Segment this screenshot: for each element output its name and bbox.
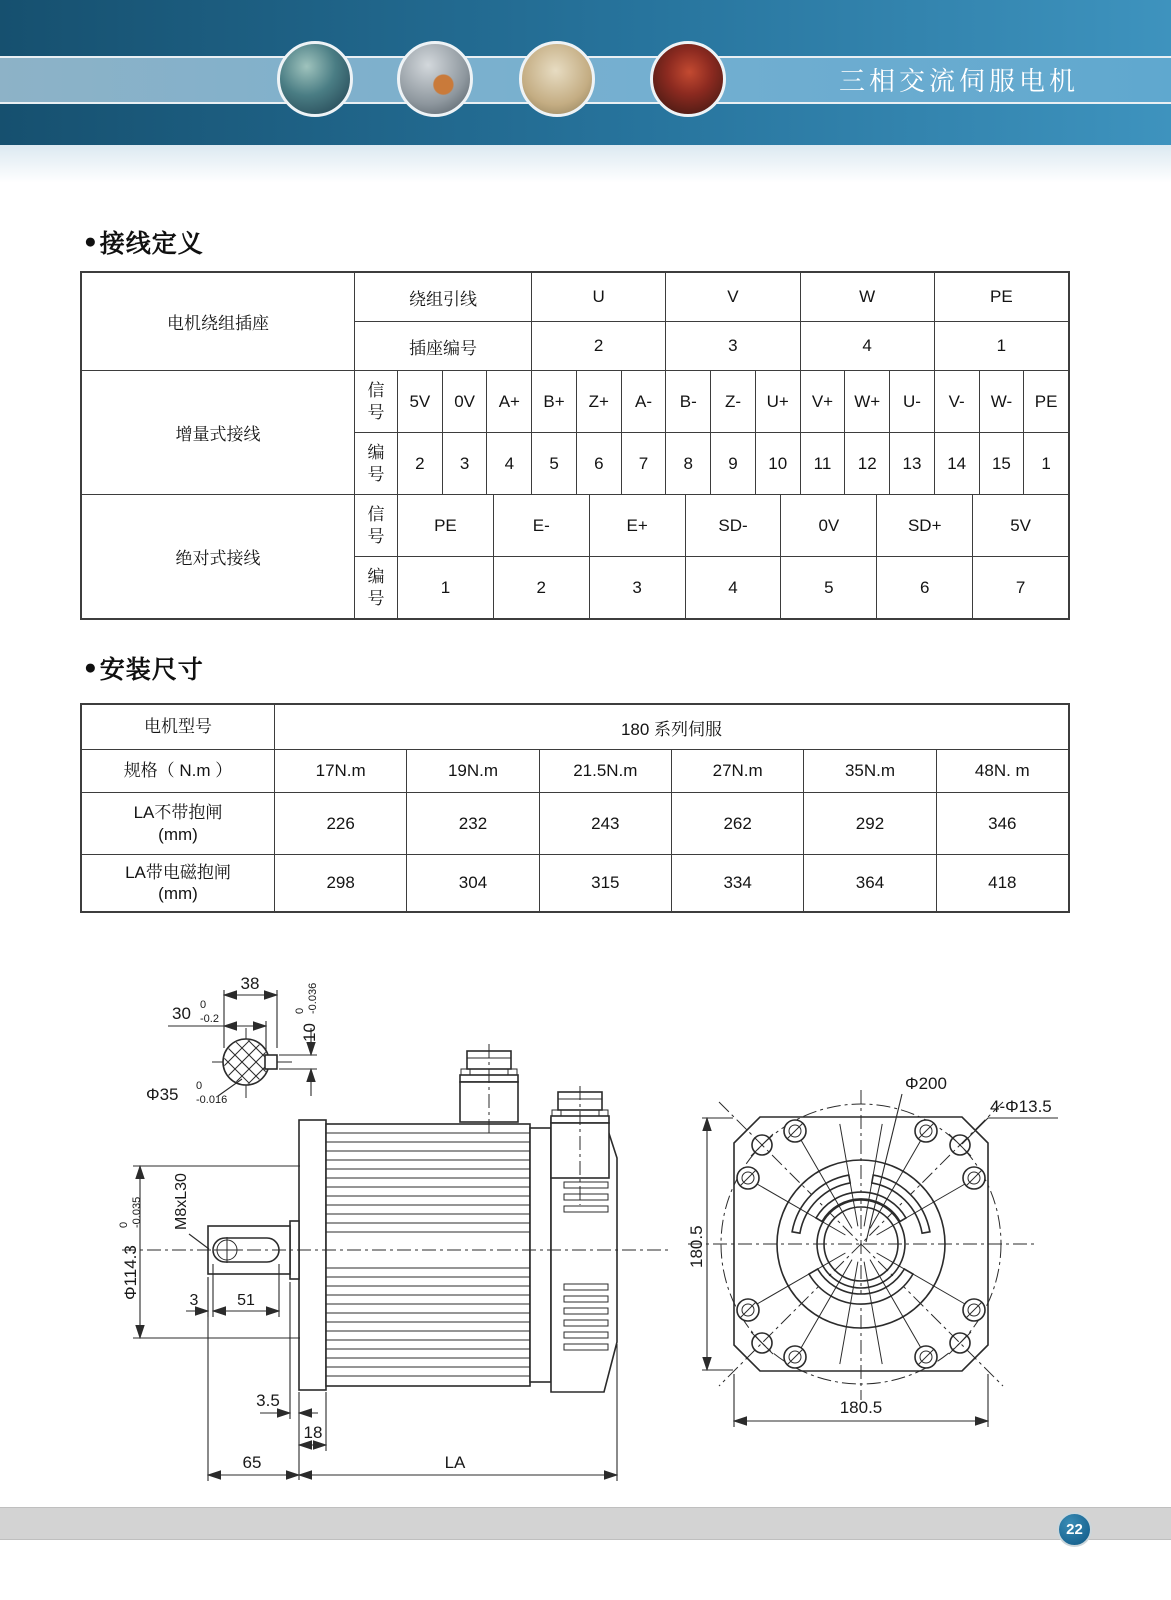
value-cell: 315 [540,855,672,911]
signal-cell: W+ [845,371,890,432]
lead-number-cell: 3 [666,322,800,370]
signal-cell: V+ [801,371,846,432]
number-cell: 11 [801,433,846,494]
value-cell: 243 [540,793,672,854]
table-group-socket [82,273,1068,371]
signal-cell: E+ [590,495,686,556]
signal-cell: U+ [756,371,801,432]
header-fade [0,145,1171,183]
section-title: 安装尺寸 [99,656,204,684]
lead-number-cell: 2 [532,322,666,370]
signal-cell: Z- [711,371,756,432]
page-title: 三相交流伺服电机 [838,66,1079,96]
header-photo-factory-icon [277,41,353,117]
dim-d35-tol-hi: 0 [196,1080,203,1092]
motor-front-view [687,1074,1058,1427]
signal-cell: B+ [532,371,577,432]
section-heading-mounting [84,650,204,686]
spec-cell: 48N. m [974,761,1030,780]
number-cell: 2 [398,433,443,494]
number-cell: 3 [443,433,488,494]
value-cell: 364 [804,855,936,911]
dim-d114-tol-lo: -0.035 [131,1196,143,1228]
number-cell: 9 [711,433,756,494]
lead-cell: U [532,273,666,321]
row-label: LA带电磁抱闸 (mm) [82,855,275,911]
number-cell: 7 [1015,577,1026,597]
connector-1 [460,1051,518,1122]
mounting-dimension-table [80,703,1070,913]
number-cell: 6 [877,557,973,618]
number-cell: 5 [781,557,877,618]
number-cell: 1 [398,557,494,618]
row-label: 增量式接线 [82,371,355,494]
number-cell: 4 [686,557,782,618]
signal-cell: A+ [487,371,532,432]
number-cell: 13 [890,433,935,494]
signal-cell: PE [1034,391,1058,411]
signal-cell: B- [666,371,711,432]
value-cell: 346 [988,813,1017,833]
table-group-absolute [82,495,1068,618]
number-cell: 8 [666,433,711,494]
table-group-incremental [82,371,1068,495]
signal-cell: 5V [1010,515,1031,535]
row-label: 规格（ N.m ） [82,750,275,792]
signal-cell: PE [398,495,494,556]
number-cell: 15 [980,433,1025,494]
signal-cell: 0V [443,371,488,432]
dim-d35-tol-lo: -0.016 [196,1094,228,1106]
lead-cell: V [666,273,800,321]
header-photo-robot-icon [397,41,473,117]
signal-label-cell: 信号 [355,495,398,556]
dim-10: 10 [300,1023,319,1042]
dim-30-tol-lo: -0.2 [200,1013,219,1025]
dim-3-5: 3.5 [256,1391,280,1410]
dim-10-tol-hi: 0 [294,1007,306,1014]
dim-10-tol-lo: -0.036 [307,982,319,1014]
bullet-icon: ● [84,656,98,679]
dim-51: 51 [237,1292,255,1309]
dim-width: 180.5 [839,1398,883,1417]
dim-d114-tol-hi: 0 [118,1221,130,1228]
row-label: 电机绕组插座 [82,273,355,370]
number-cell: 3 [590,557,686,618]
number-cell: 12 [845,433,890,494]
number-label-cell: 编号 [355,433,398,494]
number-cell: 5 [532,433,577,494]
value-cell: 334 [672,855,804,911]
value-cell: 298 [275,855,407,911]
section-heading-wiring [84,224,204,260]
dim-d35: Φ35 [146,1085,179,1104]
page-number-badge: 22 [1057,1512,1092,1547]
dim-18: 18 [303,1423,323,1442]
signal-cell: Z+ [577,371,622,432]
dim-d114: Φ114.3 [121,1245,140,1300]
signal-cell: E- [494,495,590,556]
number-label-cell: 编号 [355,557,398,618]
header-photo-machining-icon [519,41,595,117]
value-cell: 304 [407,855,539,911]
number-cell: 7 [622,433,667,494]
dim-30-tol-hi: 0 [200,999,207,1011]
value-cell: 232 [407,793,539,854]
dim-30: 30 [172,1004,191,1023]
spec-cell: 19N.m [407,750,539,792]
value-cell: 418 [988,873,1017,892]
signal-cell: SD- [686,495,782,556]
number-cell: 6 [577,433,622,494]
signal-cell: W- [980,371,1025,432]
signal-cell: A- [622,371,667,432]
number-cell: 10 [756,433,801,494]
spec-cell: 21.5N.m [540,750,672,792]
number-cell: 2 [494,557,590,618]
signal-cell: 0V [781,495,877,556]
dim-38: 38 [240,974,260,993]
header-photo-laser-icon [650,41,726,117]
signal-cell: SD+ [877,495,973,556]
value-cell: 226 [275,793,407,854]
footer-bar [0,1507,1171,1540]
number-cell: 14 [935,433,980,494]
dim-la: LA [444,1453,466,1472]
lead-number-cell: 4 [801,322,935,370]
tap-label: M8xL30 [173,1173,190,1230]
signal-cell: V- [935,371,980,432]
section-title: 接线定义 [99,230,204,258]
row-label: LA不带抱闸 (mm) [82,793,275,854]
lead-cell: W [801,273,935,321]
dim-65: 65 [242,1453,262,1472]
spec-cell: 27N.m [672,750,804,792]
value-cell: 262 [672,793,804,854]
signal-label-cell: 信号 [355,371,398,432]
dim-3: 3 [189,1292,199,1309]
page-header-banner [0,0,1171,145]
header-cell: 绕组引线 [355,273,532,321]
lead-cell: PE [990,287,1013,306]
lead-number-cell: 1 [996,336,1007,355]
shaft-section-drawing [146,974,319,1106]
dim-holes: 4-Φ13.5 [990,1097,1052,1116]
dim-height: 180.5 [687,1225,706,1268]
wiring-definition-table [80,271,1070,620]
header-cell: 插座编号 [355,322,532,370]
row-label: 电机型号 [82,705,275,749]
spec-cell: 17N.m [275,750,407,792]
number-cell: 4 [487,433,532,494]
motor-side-view [118,1044,668,1481]
technical-drawings [0,930,1171,1500]
dim-d200: Φ200 [905,1074,947,1093]
signal-cell: U- [890,371,935,432]
number-cell: 1 [1041,453,1051,473]
value-cell: 292 [804,793,936,854]
row-label: 绝对式接线 [82,495,355,618]
signal-cell: 5V [398,371,443,432]
model-value-cell: 180 系列伺服 [620,719,723,739]
bullet-icon: ● [84,230,98,253]
spec-cell: 35N.m [804,750,936,792]
